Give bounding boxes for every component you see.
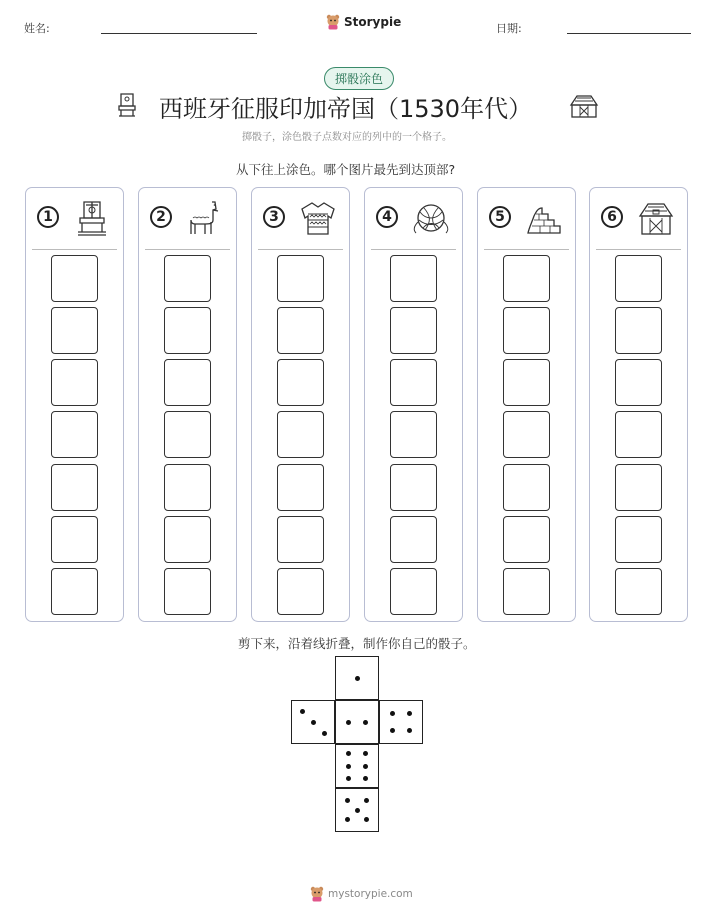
yarn-icon	[411, 200, 451, 236]
footer-url[interactable]: mystorypie.com	[328, 888, 413, 900]
column-divider	[258, 249, 343, 250]
die-pip	[390, 728, 395, 733]
color-cell[interactable]	[615, 307, 662, 354]
die-face-6	[335, 744, 379, 788]
date-label: 日期:	[496, 22, 522, 35]
column-number: 2	[150, 206, 172, 228]
color-cell[interactable]	[615, 568, 662, 615]
stone-stairs-icon	[524, 200, 564, 236]
color-cell[interactable]	[503, 255, 550, 302]
color-cell[interactable]	[390, 516, 437, 563]
die-pip	[355, 808, 360, 813]
color-cell[interactable]	[51, 307, 98, 354]
die-pip	[390, 711, 395, 716]
color-cell[interactable]	[164, 307, 211, 354]
color-cell[interactable]	[503, 464, 550, 511]
color-cell[interactable]	[277, 255, 324, 302]
column-number: 1	[37, 206, 59, 228]
brand-name: Storypie	[344, 15, 402, 29]
column-divider	[371, 249, 456, 250]
die-pip	[346, 776, 351, 781]
name-field-line[interactable]	[101, 33, 257, 34]
barn-icon	[636, 200, 676, 236]
die-pip	[407, 711, 412, 716]
color-cell[interactable]	[51, 255, 98, 302]
column-6	[589, 187, 688, 622]
color-cell[interactable]	[503, 359, 550, 406]
activity-badge: 掷骰涂色	[324, 67, 394, 90]
die-face-3	[291, 700, 335, 744]
color-cell[interactable]	[277, 411, 324, 458]
color-cell[interactable]	[615, 255, 662, 302]
llama-icon	[185, 200, 225, 236]
subtitle: 掷骰子，涂色骰子点数对应的列中的一个格子。	[242, 132, 452, 143]
die-pip	[311, 720, 316, 725]
footer	[310, 886, 413, 902]
column-divider	[596, 249, 681, 250]
color-cell[interactable]	[615, 464, 662, 511]
color-cell[interactable]	[164, 359, 211, 406]
die-pip	[322, 731, 327, 736]
color-cell[interactable]	[164, 568, 211, 615]
brand-logo	[326, 14, 401, 30]
color-cell[interactable]	[277, 307, 324, 354]
color-cell[interactable]	[277, 359, 324, 406]
color-cell[interactable]	[390, 255, 437, 302]
instruction-top: 从下往上涂色。哪个图片最先到达顶部?	[236, 162, 456, 177]
throne-icon	[72, 200, 112, 236]
color-cell[interactable]	[51, 516, 98, 563]
color-cell[interactable]	[503, 568, 550, 615]
color-cell[interactable]	[51, 568, 98, 615]
die-pip	[363, 776, 368, 781]
column-4	[364, 187, 463, 622]
sweater-icon	[298, 200, 338, 236]
die-pip	[345, 798, 350, 803]
column-number: 5	[489, 206, 511, 228]
color-cell[interactable]	[390, 411, 437, 458]
die-face-2	[335, 700, 379, 744]
color-cell[interactable]	[164, 516, 211, 563]
color-cell[interactable]	[51, 464, 98, 511]
barn-icon	[569, 93, 599, 119]
die-pip	[363, 720, 368, 725]
color-cell[interactable]	[164, 255, 211, 302]
column-5	[477, 187, 576, 622]
color-cell[interactable]	[503, 516, 550, 563]
color-cell[interactable]	[615, 516, 662, 563]
color-cell[interactable]	[390, 359, 437, 406]
column-number: 6	[601, 206, 623, 228]
color-cell[interactable]	[277, 464, 324, 511]
color-cell[interactable]	[615, 411, 662, 458]
throne-icon	[116, 92, 138, 118]
die-pip	[346, 720, 351, 725]
column-3	[251, 187, 350, 622]
bear-mascot-icon	[310, 886, 324, 902]
page-title: 西班牙征服印加帝国（1530年代）	[159, 95, 533, 123]
color-cell[interactable]	[164, 411, 211, 458]
color-cell[interactable]	[277, 568, 324, 615]
color-cell[interactable]	[503, 411, 550, 458]
column-divider	[145, 249, 230, 250]
die-pip	[345, 817, 350, 822]
color-cell[interactable]	[51, 411, 98, 458]
name-label: 姓名:	[24, 22, 50, 35]
instruction-bottom: 剪下来，沿着线折叠，制作你自己的骰子。	[238, 636, 476, 651]
bear-mascot-icon	[326, 14, 340, 30]
color-cell[interactable]	[390, 464, 437, 511]
color-cell[interactable]	[390, 307, 437, 354]
die-pip	[363, 751, 368, 756]
die-pip	[355, 676, 360, 681]
color-cell[interactable]	[615, 359, 662, 406]
die-face-4	[379, 700, 423, 744]
column-number: 4	[376, 206, 398, 228]
date-field-line[interactable]	[567, 33, 691, 34]
die-pip	[407, 728, 412, 733]
die-pip	[363, 764, 368, 769]
die-pip	[346, 751, 351, 756]
color-cell[interactable]	[51, 359, 98, 406]
column-divider	[484, 249, 569, 250]
column-divider	[32, 249, 117, 250]
column-1	[25, 187, 124, 622]
die-pip	[364, 798, 369, 803]
die-pip	[300, 709, 305, 714]
die-face-1	[335, 656, 379, 700]
die-pip	[364, 817, 369, 822]
die-face-5	[335, 788, 379, 832]
color-cell[interactable]	[390, 568, 437, 615]
color-cell[interactable]	[277, 516, 324, 563]
color-cell[interactable]	[164, 464, 211, 511]
die-pip	[346, 764, 351, 769]
column-2	[138, 187, 237, 622]
column-number: 3	[263, 206, 285, 228]
color-cell[interactable]	[503, 307, 550, 354]
